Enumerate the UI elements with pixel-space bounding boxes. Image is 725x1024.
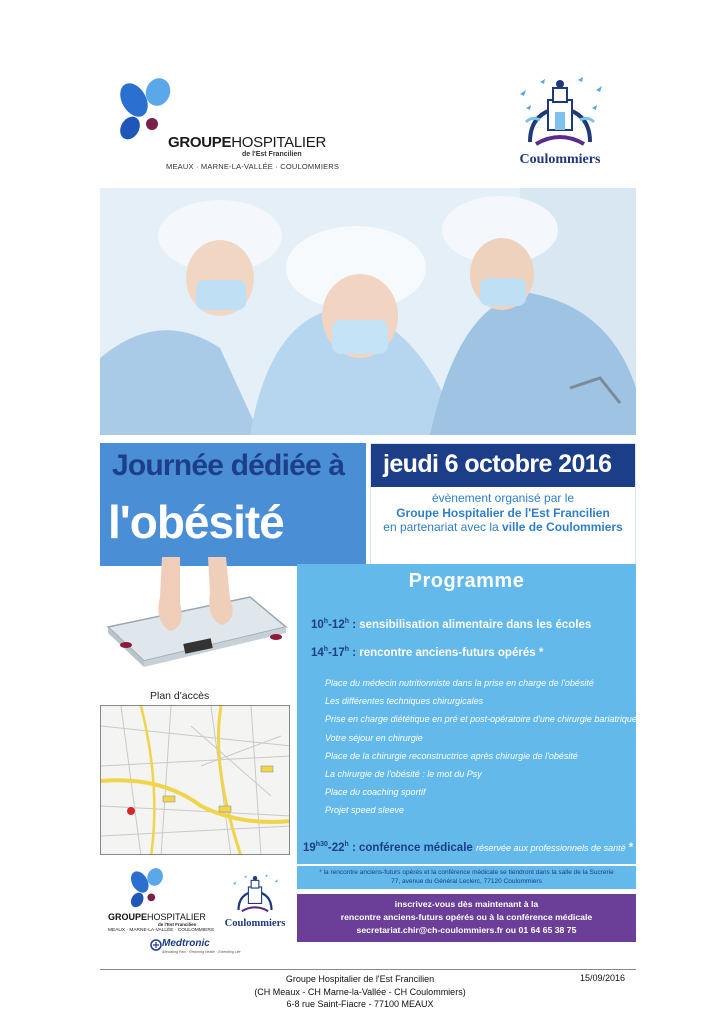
venue-footnote-line2: 77, avenue du Général Leclerc, 77120 Coulommiers [391,878,542,885]
programme-slot-evening: $19^{h30}-22^h$ : conférence médicale réservée aux professionnels de santé * [303,841,634,854]
event-title-line1: Journée dédiée à [112,449,345,482]
programme-slot-afternoon: 14$^h$-17$^h$ : rencontre anciens-futurs opérés * [311,646,544,659]
registration-line1: inscrivez-vous dès maintenant à la [394,899,539,909]
footer-address [230,973,490,1011]
coulommiers-emblem-icon [222,868,288,918]
programme-item: Place de la chirurgie reconstructrice après chirurgie de l'obésité [325,750,578,761]
footer-divider [100,969,636,970]
venue-footnote [297,866,636,889]
coulommiers-name: Coulommiers [519,152,601,167]
groupe-hospitalier-name: GROUPEHOSPITALIER [168,134,326,151]
medtronic-logo [150,938,240,960]
partner-name: ville de Coulommiers [502,520,623,534]
access-map [100,705,290,855]
registration-contact[interactable]: secretariat.chir@ch-coulommiers.fr ou 01 64 65 38 75 [356,925,577,935]
programme-slot-morning: 10$^h$-12$^h$ : sensibilisation alimentaire dans les écoles [311,618,592,631]
footer-line1: Groupe Hospitalier de l'Est Francilien [285,974,435,984]
coulommiers-logo [500,72,620,168]
street-map-illustration [101,706,290,855]
event-date-header [371,444,635,487]
coulommiers-name-small: Coulommiers [224,918,286,929]
groupe-hospitalier-subtitle: de l'Est Francilien [242,151,302,158]
scale-photo [100,557,290,675]
surgeons-illustration [100,188,636,435]
organised-by-text: évènement organisé par le [431,491,575,505]
coulommiers-emblem-icon [500,72,620,150]
groupe-hospitalier-cities-small: MEAUX · MARNE-LA-VALLÉE · COULOMMIERS [108,928,214,933]
feet-on-scale-illustration [100,557,290,675]
programme-panel [297,564,636,864]
organiser-info [371,491,635,535]
event-title-line2: l'obésité [108,496,284,548]
programme-item: La chirurgie de l'obésité : le mot du Psy [325,769,482,780]
surgeons-photo [100,188,636,435]
groupe-hospitalier-logo-small [108,868,228,948]
medtronic-name: Medtronic [162,938,210,949]
programme-item: Les différentes techniques chirurgicales [325,696,484,707]
programme-item: Prise en charge diététique en pré et post-opératoire d'une chirurgie bariatrique [325,714,637,725]
programme-item: Place du médecin nutritionniste dans la prise en charge de l'obésité [325,678,594,688]
conference-note: réservée aux professionnels de santé [476,842,626,853]
programme-item: Votre séjour en chirurgie [325,732,423,743]
event-title-panel [100,443,366,566]
programme-slot-afternoon-label: rencontre anciens-futurs opérés [359,646,536,659]
venue-footnote-line1: * la rencontre anciens-futurs opérés et la conférence médicale se tiendront dans la salle de la Sucrerie [319,869,614,876]
medtronic-tagline: Alleviating Pain · Restoring Health · Extending Life [162,950,241,954]
registration-banner [297,894,636,942]
groupe-hospitalier-logo [118,78,348,170]
registration-line2: rencontre anciens-futurs opérés ou à la conférence médicale [340,912,593,922]
programme-item: Place du coaching sportif [325,787,426,798]
programme-slot-morning-label: sensibilisation alimentaire dans les écoles [359,618,592,631]
organiser-name: Groupe Hospitalier de l'Est Francilien [396,505,610,520]
footer-line2: (CH Meaux - CH Marne-la-Vallée - CH Coulommiers) [254,986,466,997]
groupe-hospitalier-subtitle-small: de l'Est Francilien [158,922,197,927]
partnership-line: en partenariat avec la ville de Coulommiers [383,520,623,534]
conference-label: conférence médicale [359,841,473,854]
programme-item: Projet speed sleeve [325,805,405,816]
footer-line3: 6-8 rue Saint-Fiacre - 77100 MEAUX [286,999,434,1009]
groupe-hospitalier-emblem-icon [120,868,180,914]
footer-date: 15/09/2016 [580,973,626,983]
access-map-title: Plan d'accès [150,690,210,702]
event-date: jeudi 6 octobre 2016 [383,450,612,478]
groupe-hospitalier-name-small: GROUPEHOSPITALIER [108,912,206,922]
event-date-panel [370,443,636,566]
coulommiers-logo-small [222,868,288,936]
programme-title: Programme [408,570,525,592]
groupe-hospitalier-cities: MEAUX · MARNE-LA-VALLÉE · COULOMMIERS [166,162,340,171]
medtronic-icon [150,938,162,952]
programme-items-list [325,674,637,820]
